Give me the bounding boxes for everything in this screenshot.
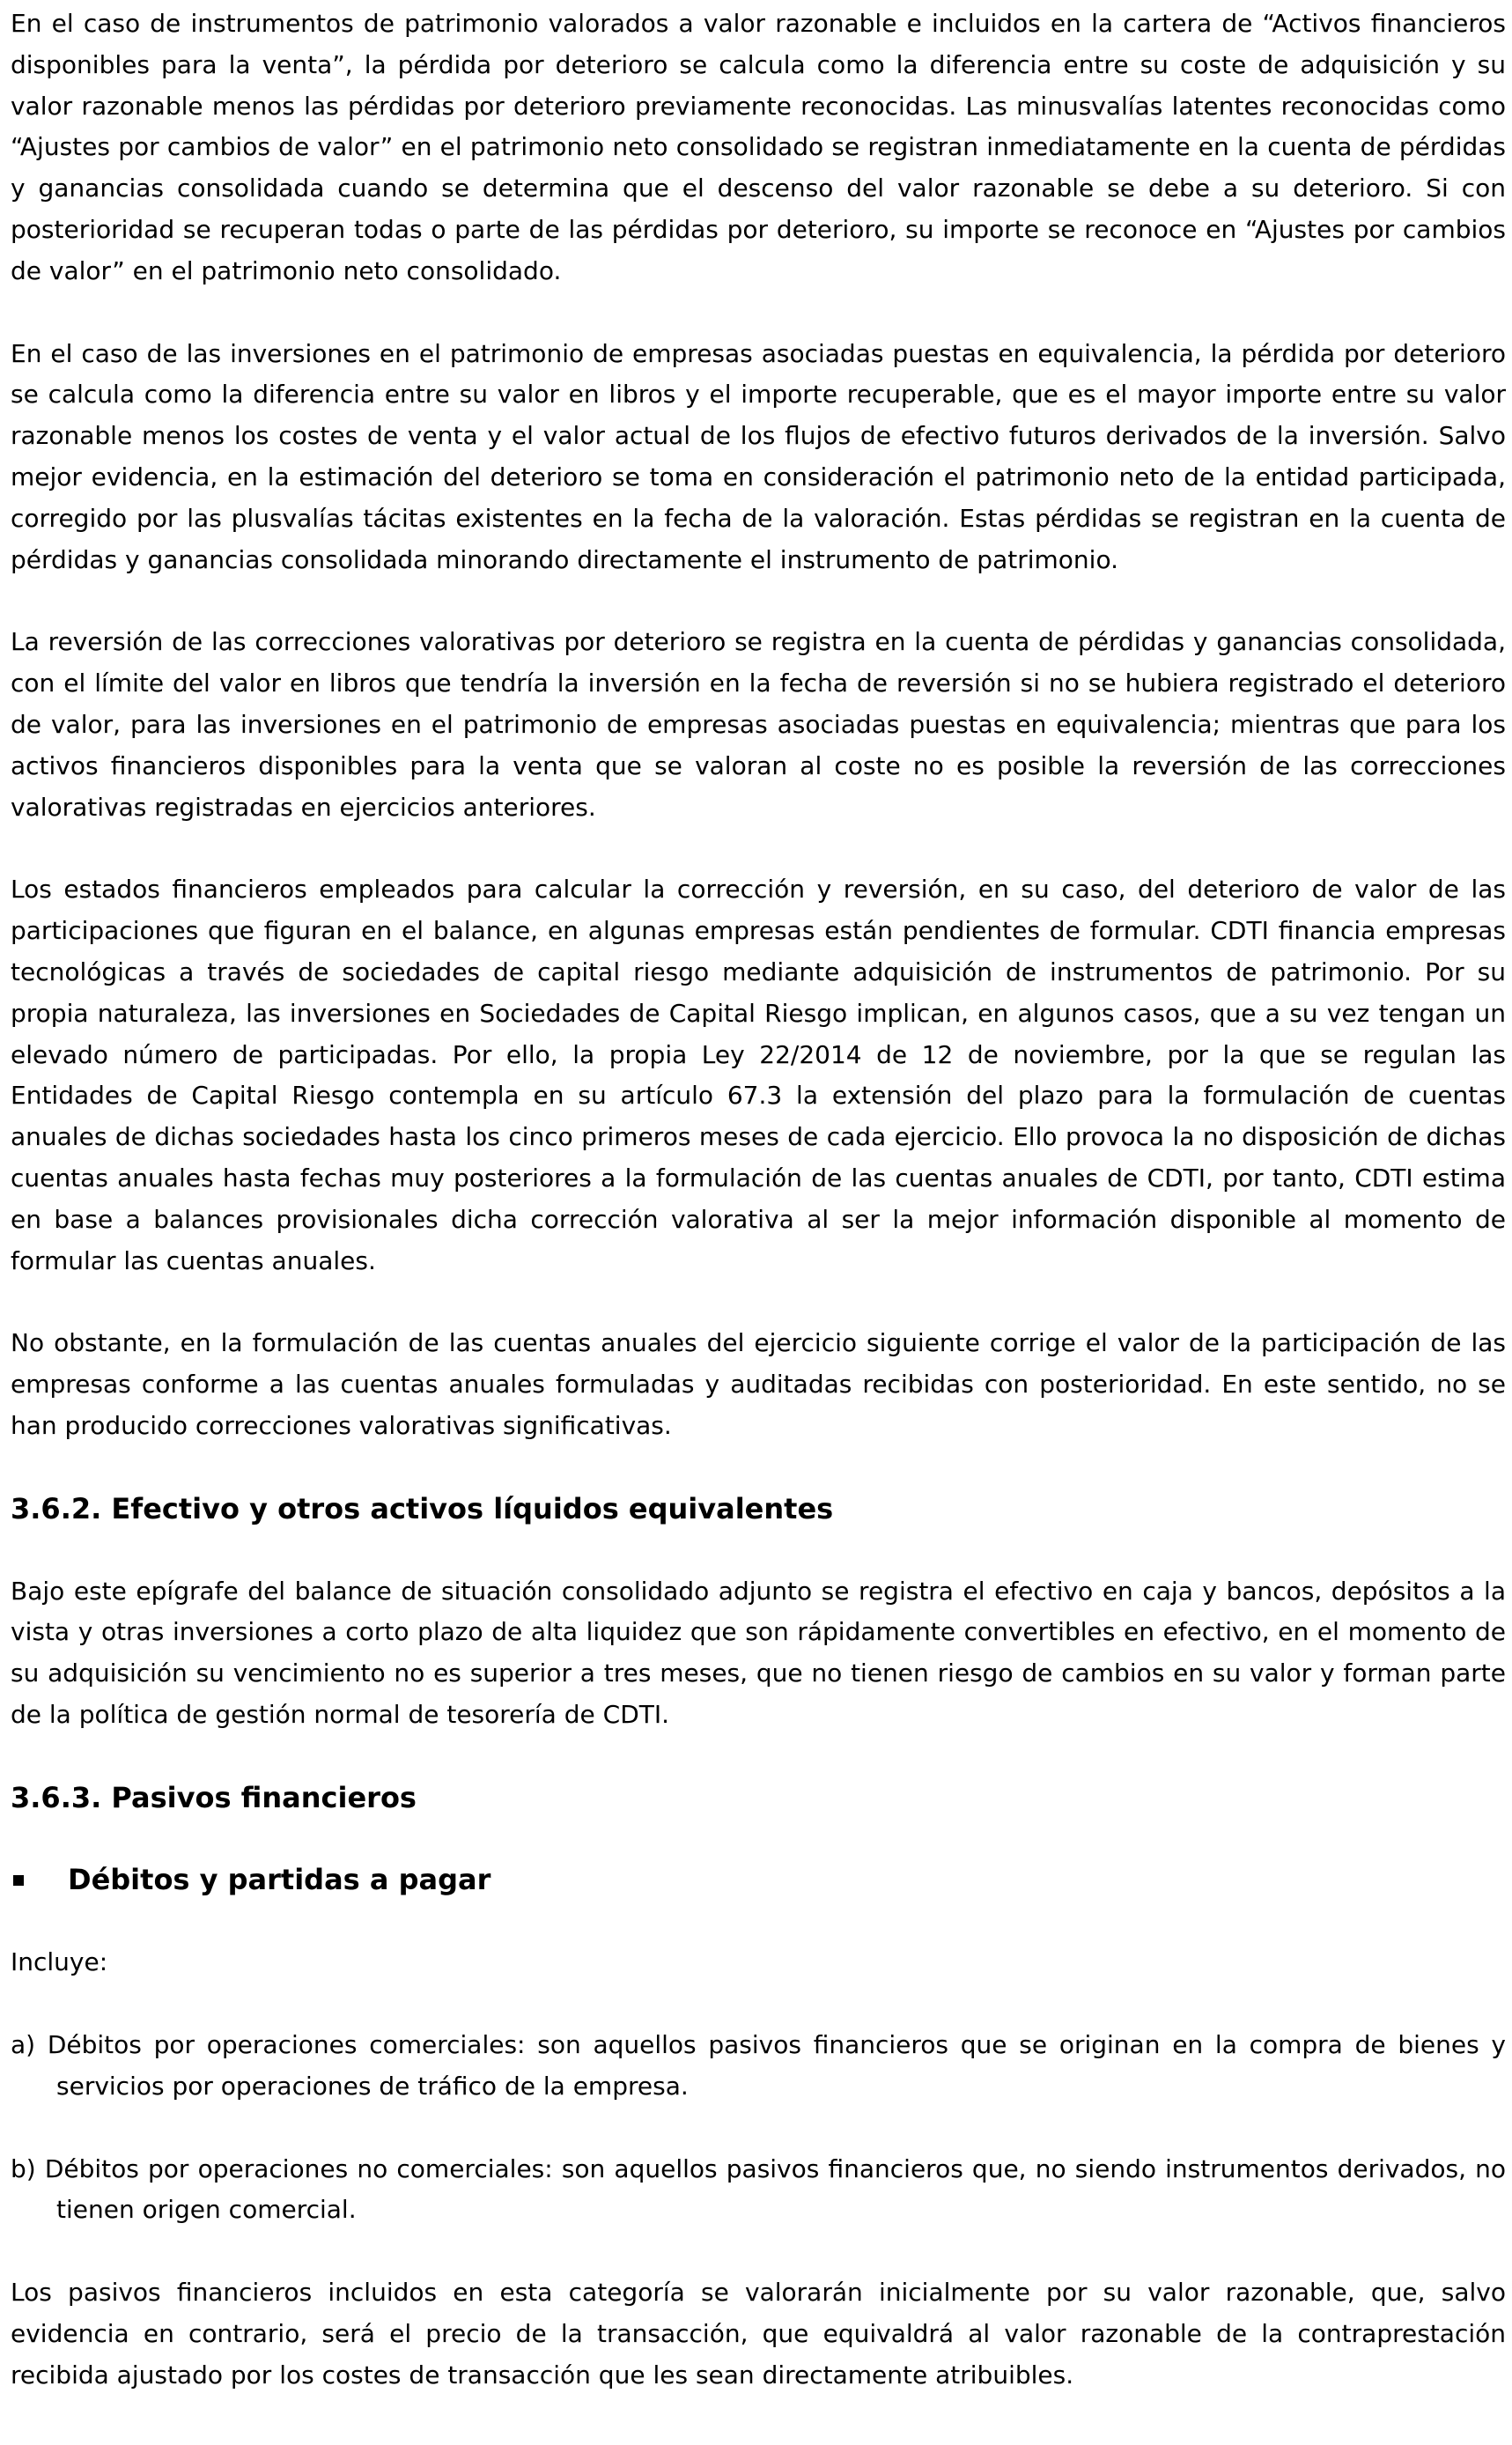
bullet-heading-label: Débitos y partidas a pagar — [68, 1863, 491, 1897]
square-bullet-icon — [13, 1875, 24, 1886]
heading-3-6-2: 3.6.2. Efectivo y otros activos líquidos equivalentes — [11, 1491, 834, 1525]
list-item-a: a) Débitos por operaciones comerciales: son aquellos pasivos financieros que se originan en la compra de bienes y servicios por operaciones de tráfico de la empresa. — [11, 2030, 1506, 2101]
document-page — [11, 4, 1506, 2438]
includes-label: Incluye: — [11, 1947, 108, 1977]
bullet-heading-debitos — [11, 1859, 1506, 1901]
paragraph-efectivo: Bajo este epígrafe del balance de situación consolidado adjunto se registra el efectivo en caja y bancos, depósitos a la vista y otras inversiones a corto plazo de alta liquidez que son rápidamente convertibles en efectivo, en el momento de su adquisición su vencimiento no es superior a tres meses, que no tienen riesgo de cambios en su valor y forman parte de la política de gestión normal de tesorería de CDTI. — [11, 1576, 1506, 1729]
paragraph-no-obstante: No obstante, en la formulación de las cuentas anuales del ejercicio siguiente corrige el valor de la participación de las empresas conforme a las cuentas anuales formuladas y auditadas recibidas con posterioridad. En este sentido, no se han producido correcciones valorativas significativas. — [11, 1328, 1506, 1440]
paragraph-deterioro-instrumentos: En el caso de instrumentos de patrimonio valorados a valor razonable e incluidos en la cartera de “Activos financieros disponibles para la venta”, la pérdida por deterioro se calcula como la diferencia entre su coste de adquisición y su valor razonable menos las pérdidas por deterioro previamente reconocidas. Las minusvalías latentes reconocidas como “Ajustes por cambios de valor” en el patrimonio neto consolidado se registran inmediatamente en la cuenta de pérdidas y ganancias consolidada cuando se determina que el descenso del valor razonable se debe a su deterioro. Si con posterioridad se recuperan todas o parte de las pérdidas por deterioro, su importe se reconoce en “Ajustes por cambios de valor” en el patrimonio neto consolidado. — [11, 9, 1506, 285]
paragraph-empresas-asociadas: En el caso de las inversiones en el patrimonio de empresas asociadas puestas en equivalencia, la pérdida por deterioro se calcula como la diferencia entre su valor en libros y el importe recuperable, que es el mayor importe entre su valor razonable menos los costes de venta y el valor actual de los flujos de efectivo futuros derivados de la inversión. Salvo mejor evidencia, en la estimación del deterioro se toma en consideración el patrimonio neto de la entidad participada, corregido por las plusvalías tácitas existentes en la fecha de la valoración. Estas pérdidas se registran en la cuenta de pérdidas y ganancias consolidada minorando directamente el instrumento de patrimonio. — [11, 338, 1506, 574]
list-item-b: b) Débitos por operaciones no comerciales: son aquellos pasivos financieros que, no siendo instrumentos derivados, no tienen origen comercial. — [11, 2153, 1506, 2225]
paragraph-pasivos-valoracion: Los pasivos financieros incluidos en esta categoría se valorarán inicialmente por su valor razonable, que, salvo evidencia en contrario, será el precio de la transacción, que equivaldrá al valor razonable de la contraprestación recibida ajustado por los costes de transacción que les sean directamente atribuibles. — [11, 2278, 1506, 2390]
paragraph-estados-financieros: Los estados financieros empleados para calcular la corrección y reversión, en su caso, del deterioro de valor de las participaciones que figuran en el balance, en algunas empresas están pendientes de formular. CDTI financia empresas tecnológicas a través de sociedades de capital riesgo mediante adquisición de instrumentos de patrimonio. Por su propia naturaleza, las inversiones en Sociedades de Capital Riesgo implican, en algunos casos, que a su vez tengan un elevado número de participadas. Por ello, la propia Ley 22/2014 de 12 de noviembre, por la que se regulan las Entidades de Capital Riesgo contempla en su artículo 67.3 la extensión del plazo para la formulación de cuentas anuales de dichas sociedades hasta los cinco primeros meses de cada ejercicio. Ello provoca la no disposición de dichas cuentas anuales hasta fechas muy posteriores a la formulación de las cuentas anuales de CDTI, por tanto, CDTI estima en base a balances provisionales dicha corrección valorativa al ser la mejor información disponible al momento de formular las cuentas anuales. — [11, 875, 1506, 1275]
paragraph-reversion: La reversión de las correcciones valorativas por deterioro se registra en la cuenta de pérdidas y ganancias consolidada, con el límite del valor en libros que tendría la inversión en la fecha de reversión si no se hubiera registrado el deterioro de valor, para las inversiones en el patrimonio de empresas asociadas puestas en equivalencia; mientras que para los activos financieros disponibles para la venta que se valoran al coste no es posible la reversión de las correcciones valorativas registradas en ejercicios anteriores. — [11, 627, 1506, 822]
heading-3-6-3: 3.6.3. Pasivos financieros — [11, 1780, 417, 1814]
